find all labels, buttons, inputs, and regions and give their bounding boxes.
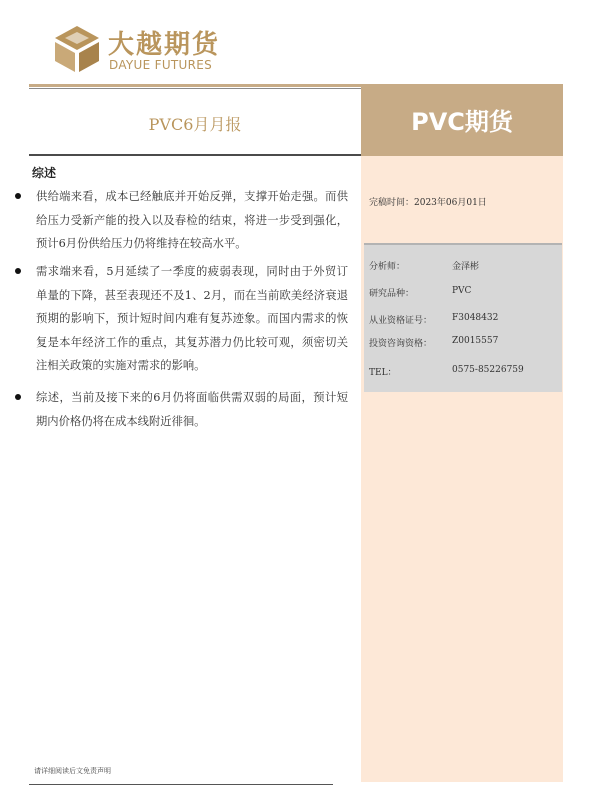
bullet-icon — [15, 394, 21, 400]
company-logo — [52, 22, 232, 78]
variety-label: 研究品种： — [369, 289, 415, 299]
footer-rule — [29, 784, 333, 785]
license-label: 从业资格证号： — [369, 316, 433, 326]
advisory-label: 投资咨询资格： — [369, 339, 433, 349]
summary-paragraph-supply: 供给端来看，成本已经触底并开始反弹，支撑开始走强。而供给压力受新产能的投入以及春检的结束，将进一步受到强化，预计6月份供给压力仍将维持在较高水平。 — [36, 190, 348, 250]
analyst-value: 金泽彬 — [452, 262, 480, 272]
analyst-label: 分析师： — [369, 262, 406, 272]
tel-label: TEL： — [369, 368, 397, 378]
variety-value: PVC — [452, 286, 472, 296]
logo-text-cn: 大越期货 — [108, 30, 221, 60]
bullet-icon — [15, 268, 21, 274]
header-bottom-rule — [29, 154, 361, 156]
license-value: F3048432 — [452, 313, 499, 323]
section-title: 综述 — [32, 166, 57, 180]
disclaimer-note: 请详细阅读后文免责声明 — [34, 767, 111, 775]
summary-paragraph-demand: 需求端来看，5月延续了一季度的疲弱表现，同时由于外贸订单量的下降，甚至表现还不及1、2月，而在当前欧美经济衰退预期的影响下，预计短时间内难有复苏迹象。而国内需求的恢复是本年经济工作的重点，其复苏潜力仍比较可观，须密切关注相关政策的实施对需求的影响。 — [36, 265, 348, 372]
header-top-rule — [29, 84, 361, 87]
bullet-icon — [15, 193, 21, 199]
dayue-logo-icon — [52, 24, 102, 74]
product-title: PVC期货 — [411, 108, 513, 136]
header-thin-rule — [29, 88, 361, 89]
completion-time: 完稿时间：2023年06月01日 — [369, 198, 487, 208]
logo-text-en: DAYUE FUTURES — [109, 58, 213, 72]
tel-value: 0575-85226759 — [452, 365, 524, 375]
report-title: PVC6月月报 — [148, 115, 242, 134]
summary-paragraph-conclusion: 综述，当前及接下来的6月仍将面临供需双弱的局面，预计短期内价格仍将在成本线附近徘徊。 — [36, 391, 348, 428]
advisory-value: Z0015557 — [452, 336, 499, 346]
product-header-block — [361, 84, 563, 156]
